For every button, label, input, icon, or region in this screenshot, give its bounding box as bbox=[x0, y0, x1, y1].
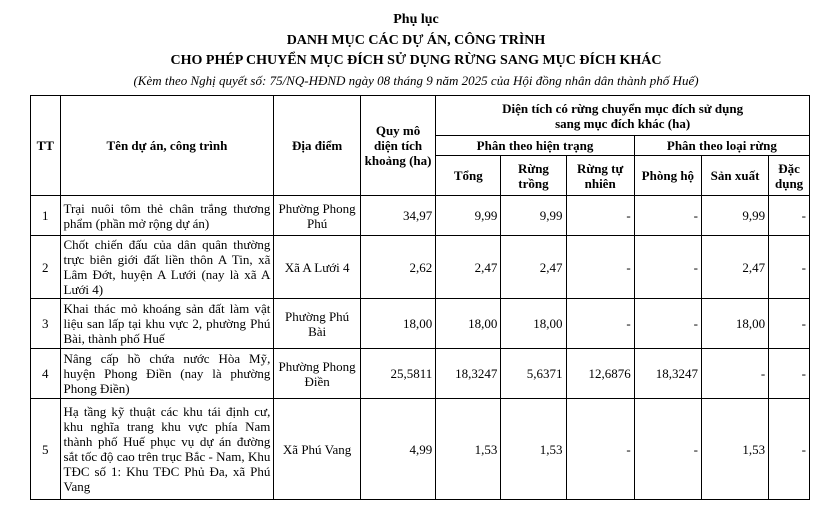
cell-name: Chốt chiến đấu của dân quân thường trực biên giới đất liền thôn A Tin, xã Lâm Đớt, huyện A Lưới (nay là xã A Lưới 4) bbox=[60, 236, 274, 299]
cell-total: 2,47 bbox=[436, 236, 501, 299]
cell-total: 9,99 bbox=[436, 196, 501, 236]
cell-tt: 5 bbox=[31, 399, 61, 500]
cell-protection: - bbox=[634, 299, 701, 349]
cell-special: - bbox=[769, 399, 810, 500]
list-subtitle: CHO PHÉP CHUYỂN MỤC ĐÍCH SỬ DỤNG RỪNG SANG MỤC ĐÍCH KHÁC bbox=[170, 53, 662, 68]
cell-tt: 1 bbox=[31, 196, 61, 236]
cell-natural: - bbox=[566, 299, 634, 349]
cell-scale: 18,00 bbox=[360, 299, 435, 349]
cell-scale: 25,5811 bbox=[360, 349, 435, 399]
col-header-tt: TT bbox=[31, 96, 61, 196]
cell-tt: 2 bbox=[31, 236, 61, 299]
cell-special: - bbox=[769, 299, 810, 349]
cell-total: 18,3247 bbox=[436, 349, 501, 399]
col-header-natural: Rừng tự nhiên bbox=[566, 156, 634, 196]
appendix-title: Phụ lục bbox=[393, 12, 439, 27]
cell-scale: 34,97 bbox=[360, 196, 435, 236]
cell-tt: 4 bbox=[31, 349, 61, 399]
cell-production: 9,99 bbox=[701, 196, 768, 236]
cell-protection: - bbox=[634, 196, 701, 236]
cell-planted: 18,00 bbox=[501, 299, 566, 349]
cell-natural: - bbox=[566, 236, 634, 299]
col-header-name: Tên dự án, công trình bbox=[60, 96, 274, 196]
cell-production: 2,47 bbox=[701, 236, 768, 299]
cell-location: Phường Phong Phú bbox=[274, 196, 361, 236]
table-row bbox=[31, 399, 810, 500]
col-header-planted: Rừng trồng bbox=[501, 156, 566, 196]
cell-planted: 2,47 bbox=[501, 236, 566, 299]
cell-special: - bbox=[769, 349, 810, 399]
cell-production: 1,53 bbox=[701, 399, 768, 500]
cell-planted: 1,53 bbox=[501, 399, 566, 500]
cell-planted: 5,6371 bbox=[501, 349, 566, 399]
col-header-location: Địa điểm bbox=[274, 96, 361, 196]
col-header-scale: Quy mô diện tích khoảng (ha) bbox=[360, 96, 435, 196]
cell-planted: 9,99 bbox=[501, 196, 566, 236]
cell-natural: 12,6876 bbox=[566, 349, 634, 399]
cell-tt: 3 bbox=[31, 299, 61, 349]
cell-protection: - bbox=[634, 399, 701, 500]
cell-special: - bbox=[769, 236, 810, 299]
cell-production: - bbox=[701, 349, 768, 399]
cell-location: Xã A Lưới 4 bbox=[274, 236, 361, 299]
cell-name: Trại nuôi tôm thẻ chân trắng thương phẩm (phần mở rộng dự án) bbox=[60, 196, 274, 236]
cell-natural: - bbox=[566, 399, 634, 500]
table-row bbox=[31, 299, 810, 349]
cell-name: Nâng cấp hồ chứa nước Hòa Mỹ, huyện Phong Điền (nay là phường Phong Điền) bbox=[60, 349, 274, 399]
col-header-special: Đặc dụng bbox=[769, 156, 810, 196]
cell-natural: - bbox=[566, 196, 634, 236]
resolution-reference: (Kèm theo Nghị quyết số: 75/NQ-HĐND ngày 08 tháng 9 năm 2025 của Hội đồng nhân dân thành phố Huế) bbox=[133, 73, 699, 88]
cell-scale: 2,62 bbox=[360, 236, 435, 299]
table-row bbox=[31, 236, 810, 299]
cell-location: Phường Phú Bài bbox=[274, 299, 361, 349]
col-header-production: Sản xuất bbox=[701, 156, 768, 196]
cell-total: 1,53 bbox=[436, 399, 501, 500]
cell-scale: 4,99 bbox=[360, 399, 435, 500]
list-title: DANH MỤC CÁC DỰ ÁN, CÔNG TRÌNH bbox=[286, 33, 546, 48]
col-header-protection: Phòng hộ bbox=[634, 156, 701, 196]
cell-name: Hạ tầng kỹ thuật các khu tái định cư, khu nghĩa trang khu vực phía Nam thành phố Huế phục vụ dự án đường sắt tốc độ cao trên trục Bắc - Nam, Khu TĐC số 1: Khu TĐC Phủ Đa, xã Phú Vang bbox=[60, 399, 274, 500]
cell-total: 18,00 bbox=[436, 299, 501, 349]
col-header-forest-area: Diện tích có rừng chuyển mục đích sử dụng sang mục đích khác (ha) bbox=[436, 96, 810, 136]
col-header-by-status: Phân theo hiện trạng bbox=[436, 136, 635, 156]
cell-special: - bbox=[769, 196, 810, 236]
cell-location: Xã Phú Vang bbox=[274, 399, 361, 500]
project-table bbox=[30, 95, 810, 500]
table-row bbox=[31, 196, 810, 236]
cell-protection: - bbox=[634, 236, 701, 299]
table-row bbox=[31, 349, 810, 399]
cell-production: 18,00 bbox=[701, 299, 768, 349]
cell-name: Khai thác mỏ khoáng sản đất làm vật liệu san lấp tại khu vực 2, phường Phú Bài, thành phố Huế bbox=[60, 299, 274, 349]
cell-protection: 18,3247 bbox=[634, 349, 701, 399]
cell-location: Phường Phong Điền bbox=[274, 349, 361, 399]
col-header-total: Tổng bbox=[436, 156, 501, 196]
col-header-by-type: Phân theo loại rừng bbox=[634, 136, 809, 156]
